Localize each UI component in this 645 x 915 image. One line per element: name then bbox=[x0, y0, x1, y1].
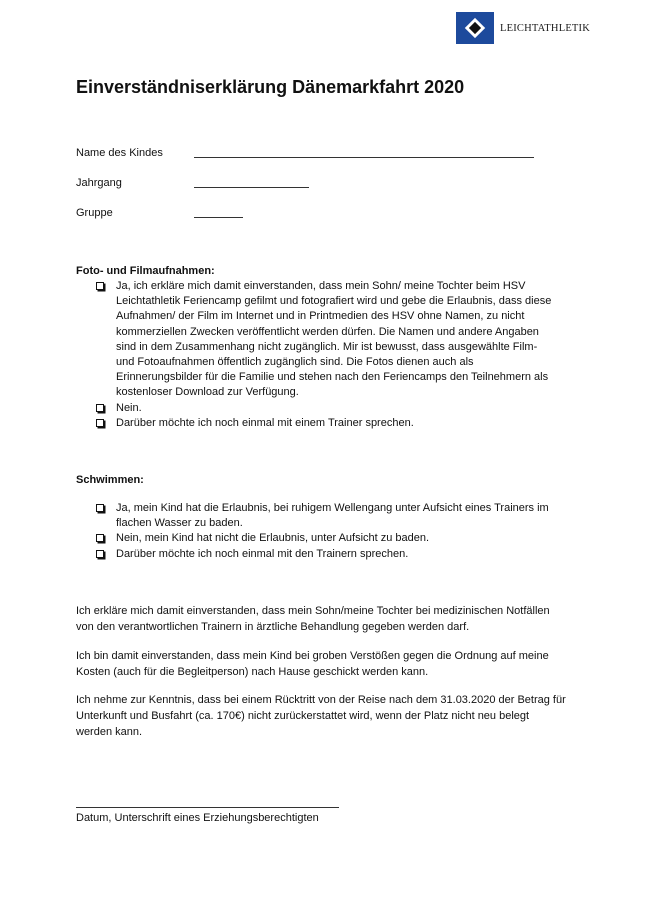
foto-section-heading: Foto- und Filmaufnahmen: bbox=[76, 265, 215, 277]
field-label-gruppe: Gruppe bbox=[76, 207, 113, 219]
field-label-name: Name des Kindes bbox=[76, 147, 163, 159]
document-title: Einverständniserklärung Dänemarkfahrt 2020 bbox=[76, 77, 465, 97]
foto-options bbox=[96, 279, 556, 431]
option-text: Ja, mein Kind hat die Erlaubnis, bei ruhigem Wellengang unter Aufsicht eines Trainers im flachen Wasser zu baden. bbox=[116, 502, 549, 530]
logo-text: LEICHTATHLETIK bbox=[500, 22, 591, 34]
schwimmen-option-no[interactable] bbox=[96, 531, 556, 546]
option-text: Nein, mein Kind hat nicht die Erlaubnis, unter Aufsicht zu baden. bbox=[116, 532, 430, 545]
checkbox-icon[interactable] bbox=[96, 282, 104, 290]
signature-label: Datum, Unterschrift eines Erziehungsberechtigten bbox=[76, 812, 319, 824]
checkbox-icon[interactable] bbox=[96, 404, 104, 412]
field-label-jahrgang: Jahrgang bbox=[76, 177, 122, 189]
gruppe-input-line[interactable] bbox=[194, 217, 243, 218]
foto-option-yes[interactable] bbox=[96, 279, 556, 401]
option-text: Nein. bbox=[116, 401, 142, 414]
option-text: Darüber möchte ich noch einmal mit den Trainern sprechen. bbox=[116, 547, 409, 560]
checkbox-icon[interactable] bbox=[96, 504, 104, 512]
schwimmen-option-discuss[interactable] bbox=[96, 547, 556, 562]
jahrgang-input-line[interactable] bbox=[194, 187, 309, 188]
hsv-logo bbox=[456, 12, 590, 44]
signature-line[interactable] bbox=[76, 807, 339, 808]
paragraph-cancellation: Ich nehme zur Kenntnis, dass bei einem Rücktritt von der Reise nach dem 31.03.2020 der Betrag für Unterkunft und Busfahrt (ca. 170€) nicht zurückerstattet wird, wenn der Platz nicht neu belegt werden kann. bbox=[76, 694, 566, 738]
option-text: Ja, ich erkläre mich damit einverstanden, dass mein Sohn/ meine Tochter beim HSV Leichtathletik Feriencamp gefilmt und fotografiert wird und gebe die Erlaubnis, dass diese Aufnahmen/ der Film im Internet und in Printmedien des HSV ohne Namen, zu nicht kommerziellen Zwecken veröffentlicht werden dürfen. Die Namen und andere Angaben sind in dem Zusammenhang nicht zugänglich. Mir ist bewusst, dass ausgewählte Film- und Fotoaufnahmen öffentlich zugänglich sind. Die Fotos dienen auch als Erinnerungsbilder für die Familie und stehen nach den Feriencamps den Teilnehmern als kostenloser Download zur Verfügung. bbox=[116, 280, 552, 399]
paragraph-conduct: Ich bin damit einverstanden, dass mein Kind bei groben Verstößen gegen die Ordnung auf meine Kosten (auch für die Begleitperson) nach Hause geschickt werden kann. bbox=[76, 650, 549, 678]
checkbox-icon[interactable] bbox=[96, 534, 104, 542]
option-text: Darüber möchte ich noch einmal mit einem Trainer sprechen. bbox=[116, 416, 414, 429]
foto-option-discuss[interactable] bbox=[96, 416, 556, 431]
schwimmen-options bbox=[96, 501, 556, 562]
checkbox-icon[interactable] bbox=[96, 419, 104, 427]
foto-option-no[interactable] bbox=[96, 401, 556, 416]
schwimmen-section-heading: Schwimmen: bbox=[76, 474, 144, 486]
name-input-line[interactable] bbox=[194, 157, 534, 158]
schwimmen-option-yes[interactable] bbox=[96, 501, 556, 531]
paragraph-medical: Ich erkläre mich damit einverstanden, dass mein Sohn/meine Tochter bei medizinischen Notfällen von den verantwortlichen Trainern in ärztliche Behandlung gegeben werden darf. bbox=[76, 605, 550, 633]
checkbox-icon[interactable] bbox=[96, 550, 104, 558]
hsv-diamond-icon bbox=[456, 12, 494, 44]
